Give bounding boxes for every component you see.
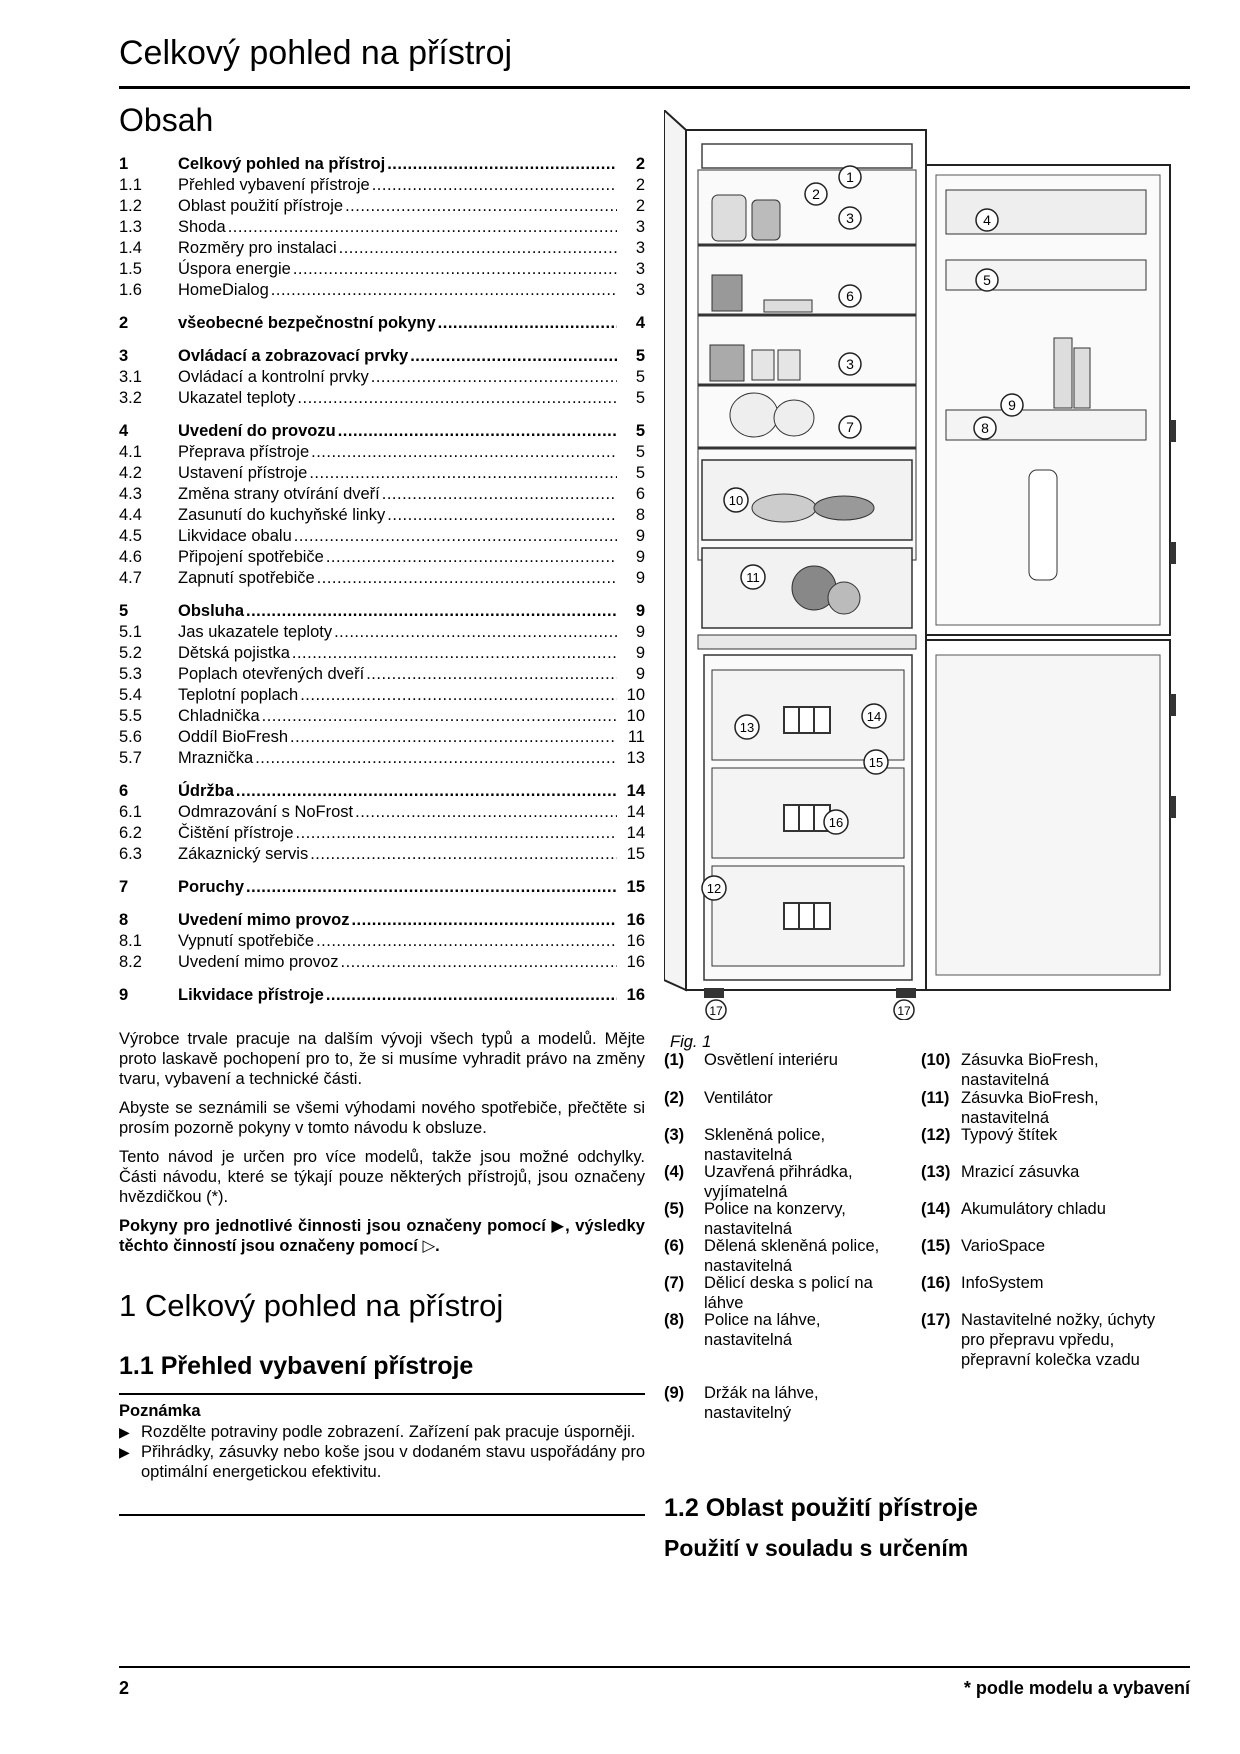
toc-entry-number: 5.2: [119, 644, 142, 662]
toc-entry-title: Ovládací a kontrolní prvky: [178, 368, 369, 386]
callout-15: [864, 750, 888, 774]
callout-17a: [706, 1000, 726, 1020]
toc-entry[interactable]: [119, 526, 645, 547]
toc-entry-number: 8: [119, 911, 129, 929]
toc-entry-number: 5.7: [119, 749, 142, 767]
toc-entry[interactable]: [119, 985, 645, 1006]
callout-4: [976, 209, 998, 231]
legend-item: [921, 1125, 1176, 1145]
callout-7: [839, 416, 861, 438]
toc-entry-number: 1.6: [119, 281, 142, 299]
section-1-1-heading: 1.1 Přehled vybavení přístroje: [119, 1352, 474, 1380]
callout-17b: [894, 1000, 914, 1020]
legend-number: (10): [921, 1051, 951, 1069]
toc-entry[interactable]: [119, 952, 645, 973]
svg-text:4: 4: [983, 212, 991, 228]
callout-1: [839, 166, 861, 188]
toc-entry-title: Shoda: [178, 218, 226, 236]
toc-leader: [410, 346, 617, 367]
legend-item: [921, 1273, 1176, 1293]
toc-leader: [387, 505, 617, 526]
legend-item: [664, 1310, 894, 1350]
toc-entry-number: 1.4: [119, 239, 142, 257]
toc-entry[interactable]: [119, 781, 645, 802]
legend-text: Police na láhve, nastavitelná: [704, 1311, 821, 1349]
toc-entry-number: 3: [119, 347, 129, 365]
toc-entry-number: 1.5: [119, 260, 142, 278]
toc-entry[interactable]: [119, 643, 645, 664]
toc-entry-page: 5: [635, 422, 645, 440]
toc-leader: [309, 463, 617, 484]
svg-text:2: 2: [812, 186, 820, 202]
svg-text:15: 15: [868, 755, 884, 770]
legend-item: [921, 1199, 1176, 1219]
toc-entry-title: Uvedení mimo provoz: [178, 953, 339, 971]
note-item: [119, 1442, 645, 1482]
legend-item: [921, 1236, 1176, 1256]
toc-leader: [387, 154, 617, 175]
toc-entry-number: 8.1: [119, 932, 142, 950]
toc-entry-page: 8: [635, 506, 645, 524]
toc-entry-page: 2: [635, 155, 645, 173]
note-item-text: Přihrádky, zásuvky nebo koše jsou v dodaném stavu uspořádány pro optimální energetickou efektivitu.: [141, 1443, 645, 1481]
toc-leader: [290, 727, 617, 748]
toc-entry-page: 15: [626, 845, 645, 863]
toc-entry-number: 1.3: [119, 218, 142, 236]
toc-entry-number: 7: [119, 878, 129, 896]
callout-14: [862, 704, 886, 728]
legend-number: (2): [664, 1089, 685, 1107]
legend-item: [664, 1273, 894, 1313]
toc-leader: [293, 259, 617, 280]
legend-text: Typový štítek: [961, 1126, 1058, 1144]
legend-number: (3): [664, 1126, 685, 1144]
toc-leader: [338, 421, 617, 442]
toc-leader: [271, 280, 617, 301]
legend-text: Police na konzervy, nastavitelná: [704, 1200, 846, 1238]
svg-text:10: 10: [728, 493, 744, 508]
toc-leader: [262, 706, 617, 727]
toc-entry-number: 4.5: [119, 527, 142, 545]
toc-entry-page: 3: [635, 239, 645, 257]
svg-text:17: 17: [897, 1004, 911, 1018]
footer-note: * podle modelu a vybavení: [963, 1678, 1190, 1698]
toc-entry[interactable]: [119, 685, 645, 706]
note-rule-top: [119, 1393, 645, 1395]
callout-5: [976, 269, 998, 291]
legend-text: Skleněná police, nastavitelná: [704, 1126, 826, 1164]
toc-entry-title: Zasunutí do kuchyňské linky: [178, 506, 386, 524]
toc-entry[interactable]: [119, 196, 645, 217]
toc-entry-number: 1: [119, 155, 129, 173]
toc-leader: [316, 931, 617, 952]
toc-entry[interactable]: [119, 931, 645, 952]
figure-label: Fig. 1: [670, 1033, 712, 1051]
section-1-2-heading: 1.2 Oblast použití přístroje: [664, 1494, 978, 1522]
legend-text: Dělená skleněná police, nastavitelná: [704, 1237, 880, 1275]
note-item: [119, 1422, 645, 1442]
toc-entry[interactable]: [119, 313, 645, 334]
legend-text: Zásuvka BioFresh, nastavitelná: [961, 1051, 1099, 1089]
toc-leader: [326, 985, 617, 1006]
legend-item: [921, 1088, 1176, 1128]
toc-entry-title: Poplach otevřených dveří: [178, 665, 365, 683]
toc-entry-title: HomeDialog: [178, 281, 269, 299]
toc-leader: [372, 175, 617, 196]
toc-entry[interactable]: [119, 421, 645, 442]
legend-item: [664, 1199, 894, 1239]
toc-entry-title: Ustavení přístroje: [178, 464, 308, 482]
legend-number: (13): [921, 1163, 951, 1181]
legend-number: (12): [921, 1126, 951, 1144]
toc-leader: [345, 196, 617, 217]
legend-text: Ventilátor: [704, 1089, 773, 1107]
toc-entry-page: 14: [626, 824, 645, 842]
page-number: 2: [119, 1678, 130, 1698]
toc-entry-title: Ukazatel teploty: [178, 389, 296, 407]
legend-number: (6): [664, 1237, 685, 1255]
toc-entry[interactable]: [119, 622, 645, 643]
svg-text:3: 3: [846, 210, 854, 226]
toc-leader: [340, 952, 617, 973]
intro-paragraph: Tento návod je určen pro více modelů, takže jsou možné odchylky. Části návodu, které se týkají pouze některých přístrojů, jsou označeny hvězdičkou (*).: [119, 1148, 645, 1206]
toc-entry-number: 3.1: [119, 368, 142, 386]
legend-item: [921, 1310, 1176, 1370]
legend-text: Uzavřená přihrádka, vyjímatelná: [704, 1163, 853, 1201]
note-title: Poznámka: [119, 1402, 201, 1420]
toc-entry-number: 6: [119, 782, 129, 800]
toc-entry-title: Uvedení do provozu: [178, 422, 336, 440]
toc-leader: [366, 664, 617, 685]
toc-entry[interactable]: [119, 877, 645, 898]
title-rule: [119, 86, 1190, 89]
toc-entry[interactable]: [119, 844, 645, 865]
legend-text: Dělicí deska s policí na láhve: [704, 1274, 873, 1312]
toc-leader: [255, 748, 617, 769]
toc-entry[interactable]: [119, 367, 645, 388]
toc-entry-number: 5: [119, 602, 129, 620]
toc-entry-number: 5.3: [119, 665, 142, 683]
legend-number: (11): [921, 1089, 950, 1107]
svg-text:6: 6: [846, 288, 854, 304]
table-of-contents: [119, 154, 645, 1006]
toc-entry-page: 10: [626, 707, 645, 725]
toc-entry-page: 6: [635, 485, 645, 503]
legend-number: (16): [921, 1274, 951, 1292]
legend-number: (1): [664, 1051, 685, 1069]
toc-leader: [300, 685, 617, 706]
toc-entry-page: 2: [635, 176, 645, 194]
toc-leader: [438, 313, 617, 334]
toc-entry[interactable]: [119, 547, 645, 568]
toc-entry-number: 5.5: [119, 707, 142, 725]
callout-9: [1001, 394, 1023, 416]
legend-text: Akumulátory chladu: [961, 1200, 1106, 1218]
legend-text: Zásuvka BioFresh, nastavitelná: [961, 1089, 1099, 1127]
legend-number: (4): [664, 1163, 685, 1181]
toc-entry[interactable]: [119, 664, 645, 685]
toc-leader: [296, 823, 617, 844]
toc-entry[interactable]: [119, 568, 645, 589]
toc-entry-number: 4.1: [119, 443, 142, 461]
callout-12: [702, 876, 726, 900]
toc-entry-title: Poruchy: [178, 878, 245, 896]
callout-2: [805, 183, 827, 205]
svg-text:16: 16: [828, 815, 844, 830]
toc-entry-page: 3: [635, 281, 645, 299]
callout-10: [724, 488, 748, 512]
svg-text:13: 13: [739, 720, 755, 735]
toc-leader: [292, 643, 617, 664]
toc-entry[interactable]: [119, 280, 645, 301]
toc-entry-title: Zákaznický servis: [178, 845, 309, 863]
toc-entry[interactable]: [119, 601, 645, 622]
toc-entry-page: 10: [626, 686, 645, 704]
toc-entry-page: 5: [635, 464, 645, 482]
toc-entry-number: 4: [119, 422, 129, 440]
toc-entry-page: 16: [626, 932, 645, 950]
toc-entry-number: 2: [119, 314, 129, 332]
legend-item: [664, 1050, 894, 1070]
toc-entry-number: 1.1: [119, 176, 142, 194]
toc-entry-number: 4.6: [119, 548, 142, 566]
intro-paragraph: Výrobce trvale pracuje na dalším vývoji všech typů a modelů. Mějte proto laskavě pochopení pro to, že si musíme vyhradit právo na změny tvaru, vybavení a technické části.: [119, 1030, 645, 1088]
callout-8: [974, 417, 996, 439]
toc-leader: [236, 781, 617, 802]
toc-entry-title: Přeprava přístroje: [178, 443, 310, 461]
callout-16: [824, 810, 848, 834]
svg-text:5: 5: [983, 272, 991, 288]
toc-entry-title: všeobecné bezpečnostní pokyny: [178, 314, 436, 332]
toc-entry-title: Jas ukazatele teploty: [178, 623, 333, 641]
toc-entry-number: 4.2: [119, 464, 142, 482]
toc-entry[interactable]: [119, 823, 645, 844]
legend-item: [664, 1383, 894, 1423]
toc-entry-page: 13: [626, 749, 645, 767]
legend-number: (8): [664, 1311, 685, 1329]
toc-entry-number: 5.6: [119, 728, 142, 746]
toc-entry[interactable]: [119, 442, 645, 463]
toc-entry-title: Likvidace přístroje: [178, 986, 324, 1004]
toc-leader: [339, 238, 617, 259]
toc-entry-title: Čištění přístroje: [178, 824, 294, 842]
callout-11: [741, 565, 765, 589]
toc-entry-title: Teplotní poplach: [178, 686, 299, 704]
toc-entry-title: Zapnutí spotřebiče: [178, 569, 315, 587]
legend-text: VarioSpace: [961, 1237, 1046, 1255]
callout-3b: [839, 353, 861, 375]
toc-entry[interactable]: [119, 484, 645, 505]
toc-leader: [317, 568, 617, 589]
toc-entry[interactable]: [119, 910, 645, 931]
page-title: Celkový pohled na přístroj: [119, 34, 513, 72]
toc-entry-page: 11: [627, 728, 645, 746]
legend-number: (9): [664, 1384, 685, 1402]
toc-entry-page: 9: [635, 527, 645, 545]
toc-entry-title: Mraznička: [178, 749, 254, 767]
toc-entry-page: 5: [635, 389, 645, 407]
toc-entry-title: Likvidace obalu: [178, 527, 292, 545]
toc-entry-page: 14: [626, 803, 645, 821]
toc-entry-page: 9: [635, 548, 645, 566]
svg-text:17: 17: [709, 1004, 723, 1018]
toc-leader: [297, 388, 617, 409]
toc-entry-title: Oblast použití přístroje: [178, 197, 344, 215]
legend-item: [664, 1236, 894, 1276]
toc-entry-page: 14: [626, 782, 645, 800]
section-1-2-subheading: Použití v souladu s určením: [664, 1535, 969, 1561]
toc-entry-number: 8.2: [119, 953, 142, 971]
toc-leader: [228, 217, 617, 238]
toc-entry-title: Chladnička: [178, 707, 260, 725]
toc-entry-page: 4: [635, 314, 645, 332]
toc-entry-number: 6.1: [119, 803, 142, 821]
svg-text:12: 12: [706, 881, 722, 896]
toc-leader: [246, 601, 617, 622]
toc-entry[interactable]: [119, 388, 645, 409]
legend-number: (14): [921, 1200, 951, 1218]
toc-leader: [310, 844, 617, 865]
toc-entry-title: Rozměry pro instalaci: [178, 239, 337, 257]
toc-entry-title: Ovládací a zobrazovací prvky: [178, 347, 409, 365]
toc-leader: [326, 547, 617, 568]
legend-text: Osvětlení interiéru: [704, 1051, 838, 1069]
toc-entry-page: 15: [626, 878, 645, 896]
legend-number: (7): [664, 1274, 685, 1292]
toc-entry-number: 5.4: [119, 686, 142, 704]
toc-entry-page: 9: [635, 644, 645, 662]
note-item-text: Rozdělte potraviny podle zobrazení. Zařízení pak pracuje úsporněji.: [141, 1423, 636, 1441]
legend-number: (17): [921, 1311, 951, 1329]
toc-entry-page: 9: [635, 569, 645, 587]
toc-entry-page: 16: [626, 953, 645, 971]
svg-text:1: 1: [846, 169, 854, 185]
toc-entry[interactable]: [119, 727, 645, 748]
toc-entry-page: 2: [635, 197, 645, 215]
toc-entry[interactable]: [119, 505, 645, 526]
toc-entry-title: Dětská pojistka: [178, 644, 290, 662]
callout-3: [839, 207, 861, 229]
toc-entry-title: Změna strany otvírání dveří: [178, 485, 380, 503]
toc-leader: [371, 367, 617, 388]
svg-text:8: 8: [981, 420, 989, 436]
toc-entry-title: Vypnutí spotřebiče: [178, 932, 315, 950]
svg-text:14: 14: [866, 709, 882, 724]
toc-entry[interactable]: [119, 217, 645, 238]
toc-entry-number: 4.4: [119, 506, 142, 524]
toc-entry-page: 16: [626, 986, 645, 1004]
toc-entry-page: 16: [626, 911, 645, 929]
toc-entry[interactable]: [119, 175, 645, 196]
toc-entry[interactable]: [119, 154, 645, 175]
toc-entry-title: Celkový pohled na přístroj: [178, 155, 386, 173]
toc-entry-number: 6.2: [119, 824, 142, 842]
svg-text:11: 11: [746, 570, 760, 585]
toc-entry-title: Oddíl BioFresh: [178, 728, 289, 746]
toc-entry-title: Obsluha: [178, 602, 245, 620]
toc-entry[interactable]: [119, 259, 645, 280]
intro-text: [119, 1029, 645, 1265]
toc-entry[interactable]: [119, 706, 645, 727]
toc-entry-number: 4.3: [119, 485, 142, 503]
toc-entry-number: 4.7: [119, 569, 142, 587]
legend-item: [664, 1088, 894, 1108]
svg-text:7: 7: [846, 419, 854, 435]
toc-entry-title: Uvedení mimo provoz: [178, 911, 350, 929]
legend-number: (15): [921, 1237, 951, 1255]
toc-entry[interactable]: [119, 748, 645, 769]
toc-entry-number: 5.1: [119, 623, 142, 641]
toc-entry-number: 6.3: [119, 845, 142, 863]
toc-entry-page: 5: [635, 368, 645, 386]
toc-entry[interactable]: [119, 463, 645, 484]
toc-entry[interactable]: [119, 802, 645, 823]
toc-leader: [351, 910, 617, 931]
toc-leader: [246, 877, 617, 898]
toc-entry-page: 9: [635, 665, 645, 683]
note-rule-bottom: [119, 1514, 645, 1516]
legend-text: Nastavitelné nožky, úchyty pro přepravu vpředu, přepravní kolečka vzadu: [961, 1311, 1156, 1369]
toc-entry-number: 1.2: [119, 197, 142, 215]
toc-leader: [294, 526, 617, 547]
legend-text: InfoSystem: [961, 1274, 1044, 1292]
svg-text:3: 3: [846, 356, 854, 372]
note-box: [119, 1401, 645, 1482]
toc-heading: Obsah: [119, 102, 214, 138]
toc-entry-number: 9: [119, 986, 129, 1004]
toc-entry-page: 5: [635, 443, 645, 461]
toc-entry[interactable]: [119, 346, 645, 367]
legend-item: [921, 1050, 1176, 1090]
callout-6: [839, 285, 861, 307]
intro-paragraph: Pokyny pro jednotlivé činnosti jsou označeny pomocí ▶, výsledky těchto činností jsou označeny pomocí ▷.: [119, 1217, 645, 1255]
action-triangle-icon: ▶: [119, 1444, 130, 1460]
toc-leader: [382, 484, 617, 505]
toc-entry-number: 3.2: [119, 389, 142, 407]
legend-item: [664, 1125, 894, 1165]
legend-item: [921, 1162, 1176, 1182]
appliance-figure: [664, 110, 1194, 1020]
action-triangle-icon: ▶: [119, 1424, 130, 1440]
toc-entry[interactable]: [119, 238, 645, 259]
toc-entry-title: Odmrazování s NoFrost: [178, 803, 354, 821]
legend-text: Mrazicí zásuvka: [961, 1163, 1080, 1181]
toc-entry-title: Přehled vybavení přístroje: [178, 176, 370, 194]
toc-leader: [311, 442, 617, 463]
callout-13: [735, 715, 759, 739]
legend-text: Držák na láhve, nastavitelný: [704, 1384, 819, 1422]
toc-entry-page: 3: [635, 260, 645, 278]
toc-leader: [334, 622, 617, 643]
svg-text:9: 9: [1008, 397, 1016, 413]
toc-entry-title: Připojení spotřebiče: [178, 548, 324, 566]
legend-number: (5): [664, 1200, 685, 1218]
footer-rule: [119, 1666, 1190, 1668]
toc-entry-title: Úspora energie: [178, 260, 291, 278]
toc-entry-page: 3: [635, 218, 645, 236]
toc-entry-page: 5: [635, 347, 645, 365]
intro-paragraph: Abyste se seznámili se všemi výhodami nového spotřebiče, přečtěte si prosím pozorně pokyny v tomto návodu k obsluze.: [119, 1099, 645, 1137]
toc-leader: [355, 802, 617, 823]
toc-entry-title: Údržba: [178, 782, 234, 800]
section-1-heading: 1 Celkový pohled na přístroj: [119, 1288, 504, 1323]
legend-item: [664, 1162, 894, 1202]
toc-entry-page: 9: [635, 623, 645, 641]
toc-entry-page: 9: [635, 602, 645, 620]
